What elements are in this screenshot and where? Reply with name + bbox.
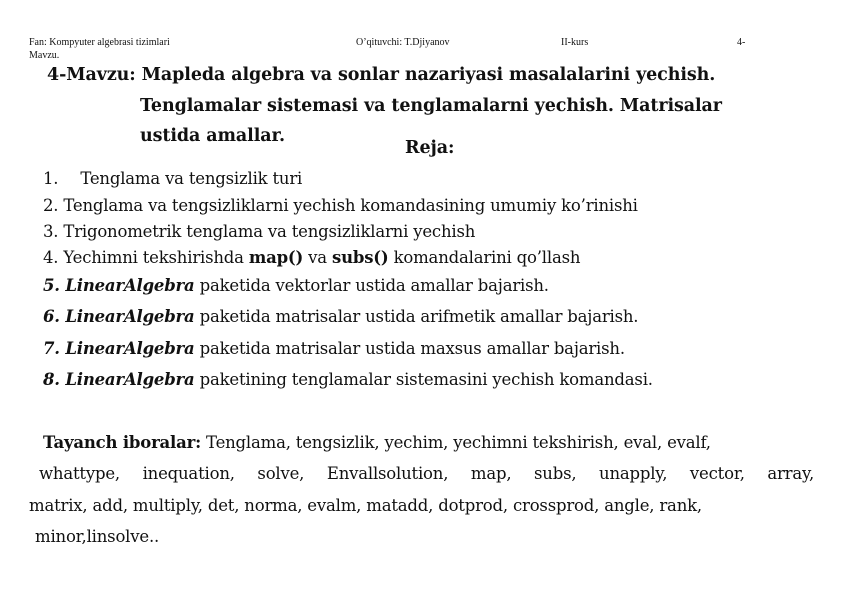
plan-item-5-text: paketida vektorlar ustida amallar bajarish. — [194, 276, 549, 295]
plan-item-7-text: paketida matrisalar ustida maxsus amallar bajarish. — [194, 339, 625, 358]
header-course: II-kurs — [561, 37, 589, 48]
plan-item-5 — [43, 276, 549, 295]
plan-item-4-subs: subs() — [332, 248, 389, 267]
plan-item-4-text-a: 4. Yechimni tekshirishda — [43, 248, 249, 267]
plan-item-7 — [43, 339, 625, 358]
plan-item-6 — [43, 307, 638, 326]
plan-item-4 — [43, 248, 580, 267]
plan-item-1-text: Tenglama va tengsizlik turi — [80, 169, 303, 188]
plan-heading: Reja: — [405, 138, 455, 158]
plan-item-8-text: paketining tenglamalar sistemasini yechish komandasi. — [194, 370, 653, 389]
plan-item-6-package: 6. LinearAlgebra — [43, 307, 195, 326]
topic-title-line-2: Tenglamalar sistemasi va tenglamalarni yechish. Matrisalar — [140, 96, 722, 116]
plan-item-8-package: 8. LinearAlgebra — [43, 370, 195, 389]
plan-item-4-text-b: va — [303, 248, 332, 267]
keywords-label: Tayanch iboralar: — [43, 433, 201, 452]
plan-item-6-text: paketida matrisalar ustida arifmetik amallar bajarish. — [194, 307, 639, 326]
keyword-word: vector, — [689, 464, 745, 483]
topic-title-line-1: 4-Mavzu: Mapleda algebra va sonlar nazariyasi masalalarini yechish. — [47, 65, 716, 85]
keyword-word: subs, — [534, 464, 577, 483]
keyword-word: unapply, — [599, 464, 668, 483]
keyword-word: whattype, — [39, 464, 120, 483]
plan-item-1 — [43, 169, 302, 188]
header-topic-number: 4- — [737, 37, 746, 48]
plan-item-8 — [43, 370, 653, 389]
keyword-word: solve, — [257, 464, 305, 483]
keywords-text-1: Tenglama, tengsizlik, yechim, yechimni tekshirish, eval, evalf, — [201, 433, 711, 452]
keywords-line-1 — [43, 433, 711, 452]
plan-item-7-package: 7. LinearAlgebra — [43, 339, 195, 358]
plan-item-2: 2. Tenglama va tengsizliklarni yechish komandasining umumiy ko’rinishi — [43, 196, 638, 215]
plan-item-5-package: 5. LinearAlgebra — [43, 276, 195, 295]
keyword-word: inequation, — [142, 464, 235, 483]
header-subject: Fan: Kompyuter algebrasi tizimlari — [29, 37, 170, 48]
plan-item-4-map: map() — [248, 248, 304, 267]
keywords-line-4: minor,linsolve.. — [35, 527, 160, 546]
keyword-word: array, — [767, 464, 814, 483]
keywords-line-3: matrix, add, multiply, det, norma, evalm, matadd, dotprod, crossprod, angle, rank, — [29, 496, 702, 515]
keyword-word: Envallsolution, — [326, 464, 449, 483]
keywords-line-2 — [39, 464, 814, 483]
header-teacher: O’qituvchi: T.Djiyanov — [356, 37, 450, 48]
plan-item-4-text-c: komandalarini qo’llash — [388, 248, 581, 267]
topic-title-line-3: ustida amallar. — [140, 126, 286, 146]
plan-item-1-number: 1. — [43, 169, 59, 188]
header-topic-wrap: Mavzu. — [29, 50, 60, 61]
keyword-word: map, — [470, 464, 512, 483]
plan-item-3: 3. Trigonometrik tenglama va tengsizliklarni yechish — [43, 222, 476, 241]
